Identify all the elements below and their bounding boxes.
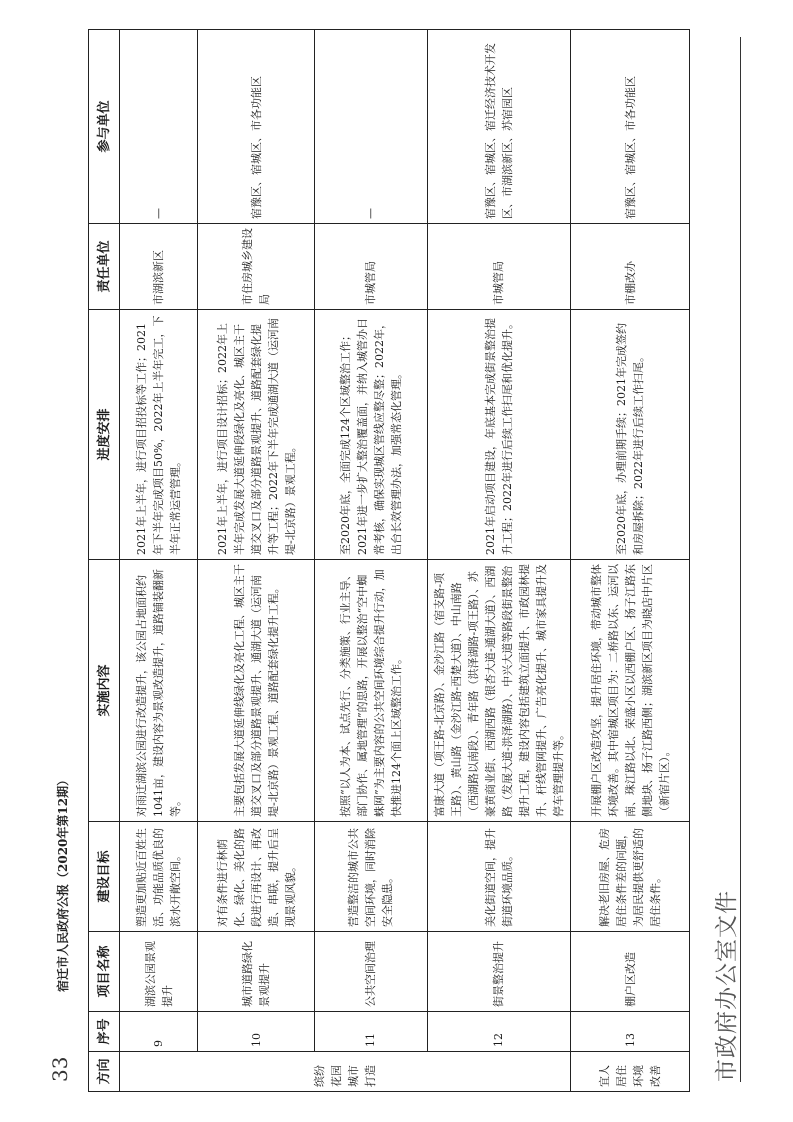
project-goal: 解决老旧房屋、危房居住条件差的问题，为居民提供更舒适的居住条件。: [571, 822, 690, 932]
page-number: 33: [48, 1056, 72, 1082]
partner-unit: 宿豫区、宿城区、市各功能区: [198, 30, 315, 224]
table-row: [571, 30, 690, 1092]
project-goal: 塑造更加贴近百姓生活、功能品质优良的滨水开敞空间。: [120, 822, 198, 932]
project-schedule: 2021年启动项目建设，年底基本完成街景整治提升工程；2022年进行后续工作扫尾和优化提升。: [427, 310, 571, 560]
project-name: 城市道路绿化景观提升: [198, 932, 315, 1012]
project-content: 按照“以人为本、试点先行、分类施策、行业主导、部门协作、属地管理”的思路，开展以整治“空中蜘蛛网”为主要内容的公共空间环境综合提升行动，加快推进124个面上区域整治工作。: [315, 560, 428, 822]
project-name: 棚户区改造: [571, 932, 690, 1012]
project-schedule: 2021年上半年，进行项目设计招标；2022年上半年完成发展大道延伸段绿化及亮化、城区主干道交叉口及部分道路景观提升、道路配套绿化提升等工程；2022年下半年完成通湖大道（运河南堤-北京路）景观工程。: [198, 310, 315, 560]
header-divider: [740, 37, 741, 1082]
table-header-row: [89, 30, 120, 1092]
col-header-number: 序号: [89, 1012, 120, 1052]
partner-unit: 宿豫区、宿城区、宿迁经济技术开发区、市湖滨新区、苏宿园区: [427, 30, 571, 224]
col-header-responsible: 责任单位: [89, 224, 120, 310]
project-name: 街景整治提升: [427, 932, 571, 1012]
responsible-unit: 市湖滨新区: [120, 224, 198, 310]
responsible-unit: 市住房城乡建设局: [198, 224, 315, 310]
table-row: [315, 30, 428, 1092]
project-table: [88, 29, 690, 1092]
col-header-goal: 建设目标: [89, 822, 120, 932]
col-header-schedule: 进度安排: [89, 310, 120, 560]
project-content: 开展棚户区改造攻坚，提升居住环境，带动城市整体环境改善。其中宿城区项目为：二桥路以东、运河以南、珠江路以北、荣盛小区以西棚户区、扬子江路东侧地块、扬子江路西侧；湖滨新区项目为晓店中片区（新宿片区）。: [571, 560, 690, 822]
partner-unit: —: [120, 30, 198, 224]
direction-cell: 宜人居住环境改善: [571, 1052, 690, 1092]
table-row: [427, 30, 571, 1092]
col-header-content: 实施内容: [89, 560, 120, 822]
project-goal: 对有条件进行林荫化、绿化、美化的路段进行再设计、再改造、串联，提升后呈现景观风貌。: [198, 822, 315, 932]
row-number: 13: [571, 1012, 690, 1052]
project-schedule: 2021年上半年，进行项目招投标等工作；2021年下半年完成项目50%，2022年上半年完工，下半年正常运营管理。: [120, 310, 198, 560]
table-row: [198, 30, 315, 1092]
col-header-direction: 方向: [89, 1052, 120, 1092]
project-content: 主要包括发展大道延伸线绿化及亮化工程、城区主干道交叉口及部分道路景观提升、通湖大道（运河南堤-北京路）景观工程、道路配套绿化提升工程。: [198, 560, 315, 822]
project-schedule: 至2020年底，全面完成124个区域整治工作；2021年进一步扩大整治覆盖面，并纳入城管办日常考核，确保实现城区管线应整尽整；2022年，出台长效管理办法，加强常态化管理。: [315, 310, 428, 560]
project-schedule: 至2020年底，办理前期手续；2021年完成签约和房屋拆除；2022年进行后续工作扫尾。: [571, 310, 690, 560]
responsible-unit: 市棚改办: [571, 224, 690, 310]
col-header-partner: 参与单位: [89, 30, 120, 224]
publication-title: 宿迁市人民政府公报（2020年第12期）: [56, 773, 70, 992]
responsible-unit: 市城管局: [427, 224, 571, 310]
row-number: 10: [198, 1012, 315, 1052]
project-name: 公共空间治理: [315, 932, 428, 1012]
project-content: 富康大道（项王路-北京路）、金沙江路（宿支路-项王路）、黄山路（金沙江路-西楚大道）、中山南路（西湖路以南段）、青年路（洪泽湖路-项王路）、苏豪黄商业街、西湖西路（银杏大道-通湖大道）、西湖路（发展大道-洪泽湖路）、中兴大道等路段街景整治提升工程，建设内容包括建筑立面提升、市政园林提升、杆线管网提升、广告亮化提升、城市家具提升及停车管理提升等。: [427, 560, 571, 822]
document-header: 市政府办公室文件: [714, 890, 740, 1082]
direction-cell: 缤纷花园城市打造: [120, 1052, 571, 1092]
row-number: 12: [427, 1012, 571, 1052]
partner-unit: 宿豫区、宿城区、市各功能区: [571, 30, 690, 224]
table-row: [120, 30, 198, 1092]
responsible-unit: 市城管局: [315, 224, 428, 310]
row-number: 9: [120, 1012, 198, 1052]
project-goal: 营造整洁的城市公共空间环境，同时消除安全隐患。: [315, 822, 428, 932]
partner-unit: —: [315, 30, 428, 224]
project-goal: 美化街道空间，提升街道环境品质。: [427, 822, 571, 932]
project-content: 对雨迁湖滨公园进行改造提升，该公园占地面积约1041亩，建设内容为景观改造提升，道路铺装翻新等。: [120, 560, 198, 822]
project-name: 湖滨公园景观提升: [120, 932, 198, 1012]
col-header-project-name: 项目名称: [89, 932, 120, 1012]
row-number: 11: [315, 1012, 428, 1052]
